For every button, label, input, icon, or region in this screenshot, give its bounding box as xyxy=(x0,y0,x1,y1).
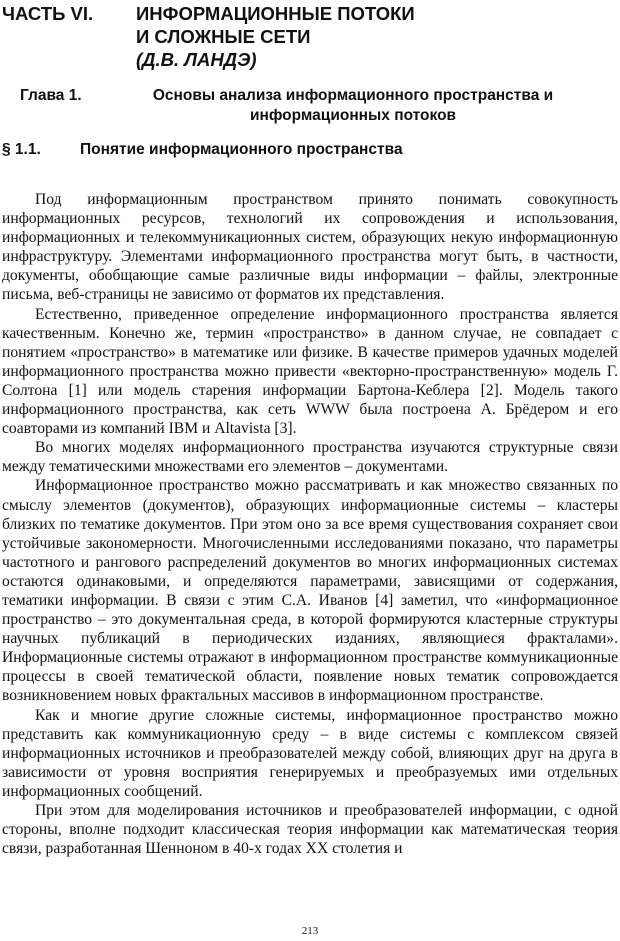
chapter-title: Основы анализа информационного пространства и информационных потоков xyxy=(152,87,554,124)
body-text xyxy=(2,190,618,858)
section-title: Понятие информационного пространства xyxy=(80,141,403,158)
paragraph: Как и многие другие сложные системы, информационное пространство можно представить как коммуникационную среду – в виде системы с комплексом связей информационных источников и преобразователей между собой, влияющих друг на друга в зависимости от уровня восприятия генерируемых и преобразуемых ими отдельных информационных сообщений. xyxy=(2,706,618,800)
paragraph: Во многих моделях информационного пространства изучаются структурные связи между тематическими множествами его элементов – документами. xyxy=(2,439,618,476)
chapter-label: Глава 1. xyxy=(20,87,82,104)
part-title xyxy=(136,2,415,71)
page-number: 213 xyxy=(301,925,319,937)
section-label: § 1.1. xyxy=(2,141,41,158)
paragraph: Естественно, приведенное определение информационного пространства является качественным. Конечно же, термин «пространство» в данном случае, не совпадает с понятием «пространство» в математике или физике. В качестве примеров удачных моделей информационного пространства можно привести «векторно-пространственную» модель Г. Солтона [1] или модель старения информации Бартона-Кеблера [2]. Модель такого информационного пространства, как сеть WWW была построена А. Брёдером и его соавторами из компаний IBM и Altavista [3]. xyxy=(2,305,618,438)
part-author: (Д.В. ЛАНДЭ) xyxy=(136,49,257,70)
paragraph: Информационное пространство можно рассматривать и как множество связанных по смыслу элементов (документов), образующих информационные системы – кластеры близких по тематике документов. При этом оно за все время существования сохраняет свои устойчивые закономерности. Многочисленными исследованиями показано, что параметры частотного и рангового распределений документов во многих информационных системах остаются одинаковыми, и определяются параметрами, зависящими от содержания, тематики информации. В связи с этим С.А. Иванов [4] заметил, что «информационное пространство – это документальная среда, в которой формируются кластерные структуры научных публикаций в периодических изданиях, являющиеся фракталами». Информационные системы отражают в информационном пространстве коммуникационные процессы в своей тематической области, появление новых тематик сопровождается возникновением новых фрактальных массивов в информационном пространстве. xyxy=(2,477,618,705)
paragraph: Под информационным пространством принято понимать совокупность информационных ресурсов, технологий их сопровождения и использования, информационных и телекоммуникационных систем, образующих некую информационную инфраструктуру. Элементами информационного пространства могут быть, в частности, документы, обобщающие самые различные виды информации – файлы, электронные письма, веб-страницы не зависимо от форматов их представления. xyxy=(2,191,618,304)
paragraph: При этом для моделирования источников и преобразователей информации, с одной стороны, вполне подходит классическая теория информации как математическая теория связи, разработанная Шенноном в 40-х годах XX столетия и xyxy=(2,802,618,858)
part-title-line-1: ИНФОРМАЦИОННЫЕ ПОТОКИ xyxy=(136,3,415,24)
part-label: ЧАСТЬ VI. xyxy=(2,3,94,24)
part-title-line-2: И СЛОЖНЫЕ СЕТИ xyxy=(136,26,311,47)
